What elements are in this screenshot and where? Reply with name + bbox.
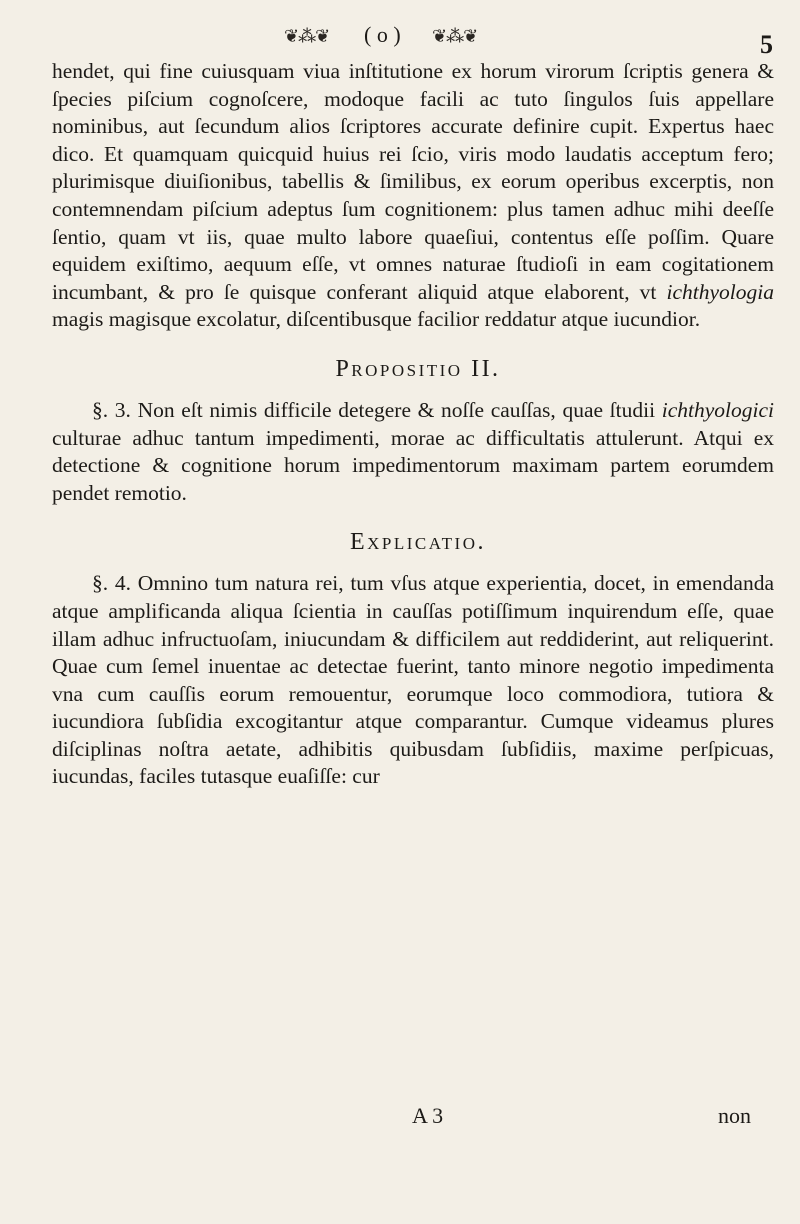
paragraph-2 — [52, 397, 774, 507]
page-number: 5 — [760, 30, 773, 59]
paragraph-1 — [52, 58, 774, 334]
paragraph-1-italic: ichthyologia — [666, 279, 774, 304]
paragraph-3: §. 4. Omnino tum natura rei, tum vſus atque experientia, docet, in emendanda atque amplificanda aliqua ſcientia in cauſſas potiſſimum inquirendum eſſe, quae illam adhuc infructuoſam, iniucundam & difficilem aut reddiderint, aut reliquerint. Quae cum ſemel inuentae ac detectae fuerint, tanto minore negotio impedimenta vna cum cauſſis eorum remouentur, eorumque loco commodiora, tutiora & iucundiora ſubſidia excogitantur atque comparantur. Cumque videamus plures diſciplinas noſtra aetate, adhibitis quibusdam ſubſidiis, maxime perſpicuas, iucundas, faciles tutasque euaſiſſe: cur — [52, 571, 774, 789]
paragraph-2-italic: ichthyologici — [661, 397, 774, 422]
signature-mark: A 3 — [412, 1103, 444, 1128]
page-label: ( o ) — [364, 22, 401, 47]
paragraph-2-text-b: culturae adhuc tantum impedimenti, morae ac difficultatis attulerunt. Atqui ex detectione & cognitione horum impedimentorum maximam partem eorumdem pendet remotio. — [52, 425, 774, 505]
heading-explicatio: Explicatio. — [350, 529, 486, 556]
paragraph-1-text-a: hendet, qui fine cuiusquam viua inſtitutione ex horum virorum ſcriptis genera & ſpecies piſcium cognoſcere, modoque facili ac tuto ſingulos ſuis appellare nominibus, aut ſecundum alios ſcriptores accurate definire cupit. Expertus haec dico. Et quamquam quicquid huius rei ſcio, viris modo laudatis acceptum fero; plurimisque diuiſionibus, tabellis & ſimilibus, ex eorum operibus excerptis, non contemnendam piſcium adeptus ſum cognitionem: plus tamen adhuc mihi deeſſe ſentio, quam vt iis, quae multo labore quaeſiui, contentus eſſe poſſim. Quare equidem exiſtimo, aequum eſſe, vt omnes naturae ſtudioſi in eam cogitationem incumbant, & pro ſe quisque conferant aliquid atque elaborent, vt — [52, 59, 774, 304]
left-ornament: ❦⁂❦ — [284, 26, 330, 46]
page-footer — [0, 1103, 800, 1135]
running-header — [0, 22, 800, 58]
catchword: non — [718, 1103, 751, 1128]
right-ornament: ❦⁂❦ — [432, 26, 478, 46]
paragraph-2-text-a: §. 3. Non eſt nimis difficile detegere & noſſe cauſſas, quae ſtudii — [92, 397, 662, 422]
heading-propositio: Propositio II. — [335, 355, 501, 382]
paragraph-1-text-b: magis magisque excolatur, diſcentibusque facilior reddatur atque iucundior. — [52, 307, 701, 332]
text-body — [52, 58, 774, 791]
